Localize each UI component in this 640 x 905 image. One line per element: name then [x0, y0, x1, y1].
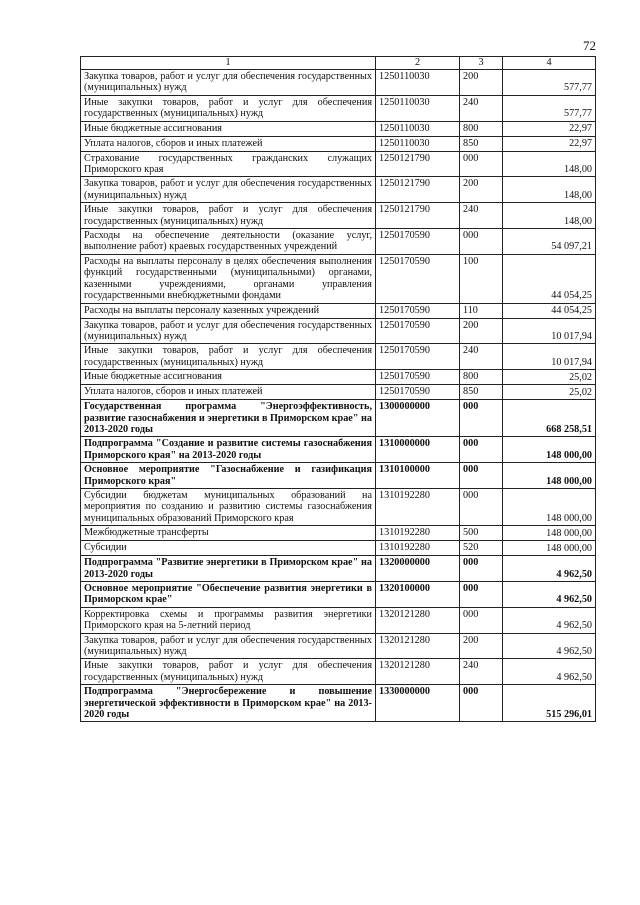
table-row: [81, 254, 596, 303]
row-amount: 148 000,00: [503, 541, 596, 556]
table-row: [81, 136, 596, 151]
table-row: [81, 582, 596, 608]
row-code: 1250110030: [376, 136, 460, 151]
row-name: Иные закупки товаров, работ и услуг для обеспечения государственных (муниципальных) нужд: [81, 203, 376, 229]
table-row: [81, 633, 596, 659]
row-kind: 520: [460, 541, 503, 556]
row-kind: 000: [460, 229, 503, 255]
row-code: 1250170590: [376, 370, 460, 385]
table-row: [81, 659, 596, 685]
row-amount: 4 962,50: [503, 633, 596, 659]
row-name: Подпрограмма "Развитие энергетики в Приморском крае" на 2013-2020 годы: [81, 556, 376, 582]
table-row: [81, 121, 596, 136]
row-amount: 54 097,21: [503, 229, 596, 255]
table-header-row: [81, 57, 596, 70]
table-row: [81, 318, 596, 344]
row-amount: 148 000,00: [503, 526, 596, 541]
table-row: [81, 526, 596, 541]
row-amount: 148 000,00: [503, 463, 596, 489]
row-name: Закупка товаров, работ и услуг для обеспечения государственных (муниципальных) нужд: [81, 633, 376, 659]
column-header-kind: 3: [460, 57, 503, 70]
row-name: Субсидии бюджетам муниципальных образований на мероприятия по созданию и развитию системы газоснабжения муниципальных образований Приморского края: [81, 488, 376, 525]
row-name: Основное мероприятие "Газоснабжение и газификация Приморского края": [81, 463, 376, 489]
table-row: [81, 177, 596, 203]
row-code: 1250170590: [376, 385, 460, 400]
row-code: 1250121790: [376, 177, 460, 203]
row-name: Иные закупки товаров, работ и услуг для обеспечения государственных (муниципальных) нужд: [81, 659, 376, 685]
table-row: [81, 344, 596, 370]
row-code: 1310192280: [376, 488, 460, 525]
row-name: Государственная программа "Энергоэффективность, развитие газоснабжения и энергетики в Приморском крае" на 2013-2020 годы: [81, 400, 376, 437]
table-row: [81, 70, 596, 96]
row-code: 1250170590: [376, 303, 460, 318]
row-name: Основное мероприятие "Обеспечение развития энергетики в Приморском крае": [81, 582, 376, 608]
row-kind: 200: [460, 177, 503, 203]
row-kind: 110: [460, 303, 503, 318]
row-code: 1250170590: [376, 344, 460, 370]
column-header-name: 1: [81, 57, 376, 70]
row-amount: 4 962,50: [503, 659, 596, 685]
row-name: Расходы на обеспечение деятельности (оказание услуг, выполнение работ) краевых государственных учреждений: [81, 229, 376, 255]
row-code: 1320100000: [376, 582, 460, 608]
row-code: 1250110030: [376, 121, 460, 136]
row-amount: 148,00: [503, 177, 596, 203]
page-number: 72: [583, 38, 596, 53]
row-amount: 148 000,00: [503, 488, 596, 525]
row-amount: 25,02: [503, 370, 596, 385]
row-code: 1320121280: [376, 633, 460, 659]
row-code: 1250121790: [376, 203, 460, 229]
table-row: [81, 607, 596, 633]
row-amount: 25,02: [503, 385, 596, 400]
row-amount: 148,00: [503, 151, 596, 177]
row-kind: 000: [460, 400, 503, 437]
table-row: [81, 541, 596, 556]
row-name: Иные бюджетные ассигнования: [81, 370, 376, 385]
column-header-amount: 4: [503, 57, 596, 70]
row-amount: 4 962,50: [503, 582, 596, 608]
row-amount: 515 296,01: [503, 685, 596, 722]
table-row: [81, 437, 596, 463]
row-code: 1250170590: [376, 254, 460, 303]
row-amount: 10 017,94: [503, 344, 596, 370]
row-kind: 240: [460, 659, 503, 685]
row-kind: 500: [460, 526, 503, 541]
row-name: Иные бюджетные ассигнования: [81, 121, 376, 136]
table-row: [81, 95, 596, 121]
row-kind: 000: [460, 685, 503, 722]
budget-table-body: [81, 57, 596, 722]
budget-table: [80, 56, 596, 722]
table-row: [81, 229, 596, 255]
row-kind: 100: [460, 254, 503, 303]
row-kind: 000: [460, 437, 503, 463]
row-name: Расходы на выплаты персоналу в целях обеспечения выполнения функций государственными (муниципальными) органами, казенными учреждениями, органами управления государственными внебюджетными фондами: [81, 254, 376, 303]
table-row: [81, 370, 596, 385]
column-header-code: 2: [376, 57, 460, 70]
row-name: Уплата налогов, сборов и иных платежей: [81, 385, 376, 400]
row-code: 1250110030: [376, 70, 460, 96]
row-code: 1250121790: [376, 151, 460, 177]
row-kind: 240: [460, 95, 503, 121]
row-amount: 668 258,51: [503, 400, 596, 437]
row-kind: 000: [460, 582, 503, 608]
row-amount: 148 000,00: [503, 437, 596, 463]
row-kind: 000: [460, 151, 503, 177]
row-kind: 800: [460, 370, 503, 385]
row-name: Подпрограмма "Создание и развитие системы газоснабжения Приморского края" на 2013-2020 годы: [81, 437, 376, 463]
row-amount: 22,97: [503, 136, 596, 151]
row-name: Иные закупки товаров, работ и услуг для обеспечения государственных (муниципальных) нужд: [81, 95, 376, 121]
row-kind: 200: [460, 70, 503, 96]
row-kind: 240: [460, 344, 503, 370]
row-name: Иные закупки товаров, работ и услуг для обеспечения государственных (муниципальных) нужд: [81, 344, 376, 370]
row-code: 1320121280: [376, 607, 460, 633]
table-row: [81, 556, 596, 582]
row-kind: 000: [460, 556, 503, 582]
row-name: Субсидии: [81, 541, 376, 556]
table-row: [81, 463, 596, 489]
row-name: Закупка товаров, работ и услуг для обеспечения государственных (муниципальных) нужд: [81, 318, 376, 344]
row-name: Уплата налогов, сборов и иных платежей: [81, 136, 376, 151]
row-kind: 240: [460, 203, 503, 229]
row-kind: 000: [460, 463, 503, 489]
row-code: 1250170590: [376, 229, 460, 255]
row-kind: 000: [460, 607, 503, 633]
row-name: Подпрограмма "Энергосбережение и повышение энергетической эффективности в Приморском крае" на 2013-2020 годы: [81, 685, 376, 722]
row-name: Расходы на выплаты персоналу казенных учреждений: [81, 303, 376, 318]
row-name: Корректировка схемы и программы развития энергетики Приморского края на 5-летний период: [81, 607, 376, 633]
row-kind: 800: [460, 121, 503, 136]
row-name: Закупка товаров, работ и услуг для обеспечения государственных (муниципальных) нужд: [81, 177, 376, 203]
row-amount: 22,97: [503, 121, 596, 136]
row-code: 1310192280: [376, 526, 460, 541]
row-kind: 200: [460, 633, 503, 659]
row-amount: 4 962,50: [503, 607, 596, 633]
row-name: Страхование государственных гражданских служащих Приморского края: [81, 151, 376, 177]
row-code: 1310100000: [376, 463, 460, 489]
table-row: [81, 303, 596, 318]
table-row: [81, 151, 596, 177]
row-amount: 10 017,94: [503, 318, 596, 344]
table-row: [81, 385, 596, 400]
row-code: 1310192280: [376, 541, 460, 556]
row-code: 1320000000: [376, 556, 460, 582]
table-row: [81, 203, 596, 229]
row-amount: 577,77: [503, 95, 596, 121]
row-amount: 4 962,50: [503, 556, 596, 582]
table-row: [81, 685, 596, 722]
row-code: 1250170590: [376, 318, 460, 344]
row-code: 1320121280: [376, 659, 460, 685]
row-amount: 577,77: [503, 70, 596, 96]
row-kind: 850: [460, 136, 503, 151]
row-code: 1300000000: [376, 400, 460, 437]
row-kind: 850: [460, 385, 503, 400]
row-name: Закупка товаров, работ и услуг для обеспечения государственных (муниципальных) нужд: [81, 70, 376, 96]
row-amount: 44 054,25: [503, 303, 596, 318]
row-code: 1330000000: [376, 685, 460, 722]
row-kind: 200: [460, 318, 503, 344]
row-code: 1310000000: [376, 437, 460, 463]
row-name: Межбюджетные трансферты: [81, 526, 376, 541]
row-kind: 000: [460, 488, 503, 525]
row-amount: 44 054,25: [503, 254, 596, 303]
row-code: 1250110030: [376, 95, 460, 121]
row-amount: 148,00: [503, 203, 596, 229]
table-row: [81, 488, 596, 525]
table-row: [81, 400, 596, 437]
